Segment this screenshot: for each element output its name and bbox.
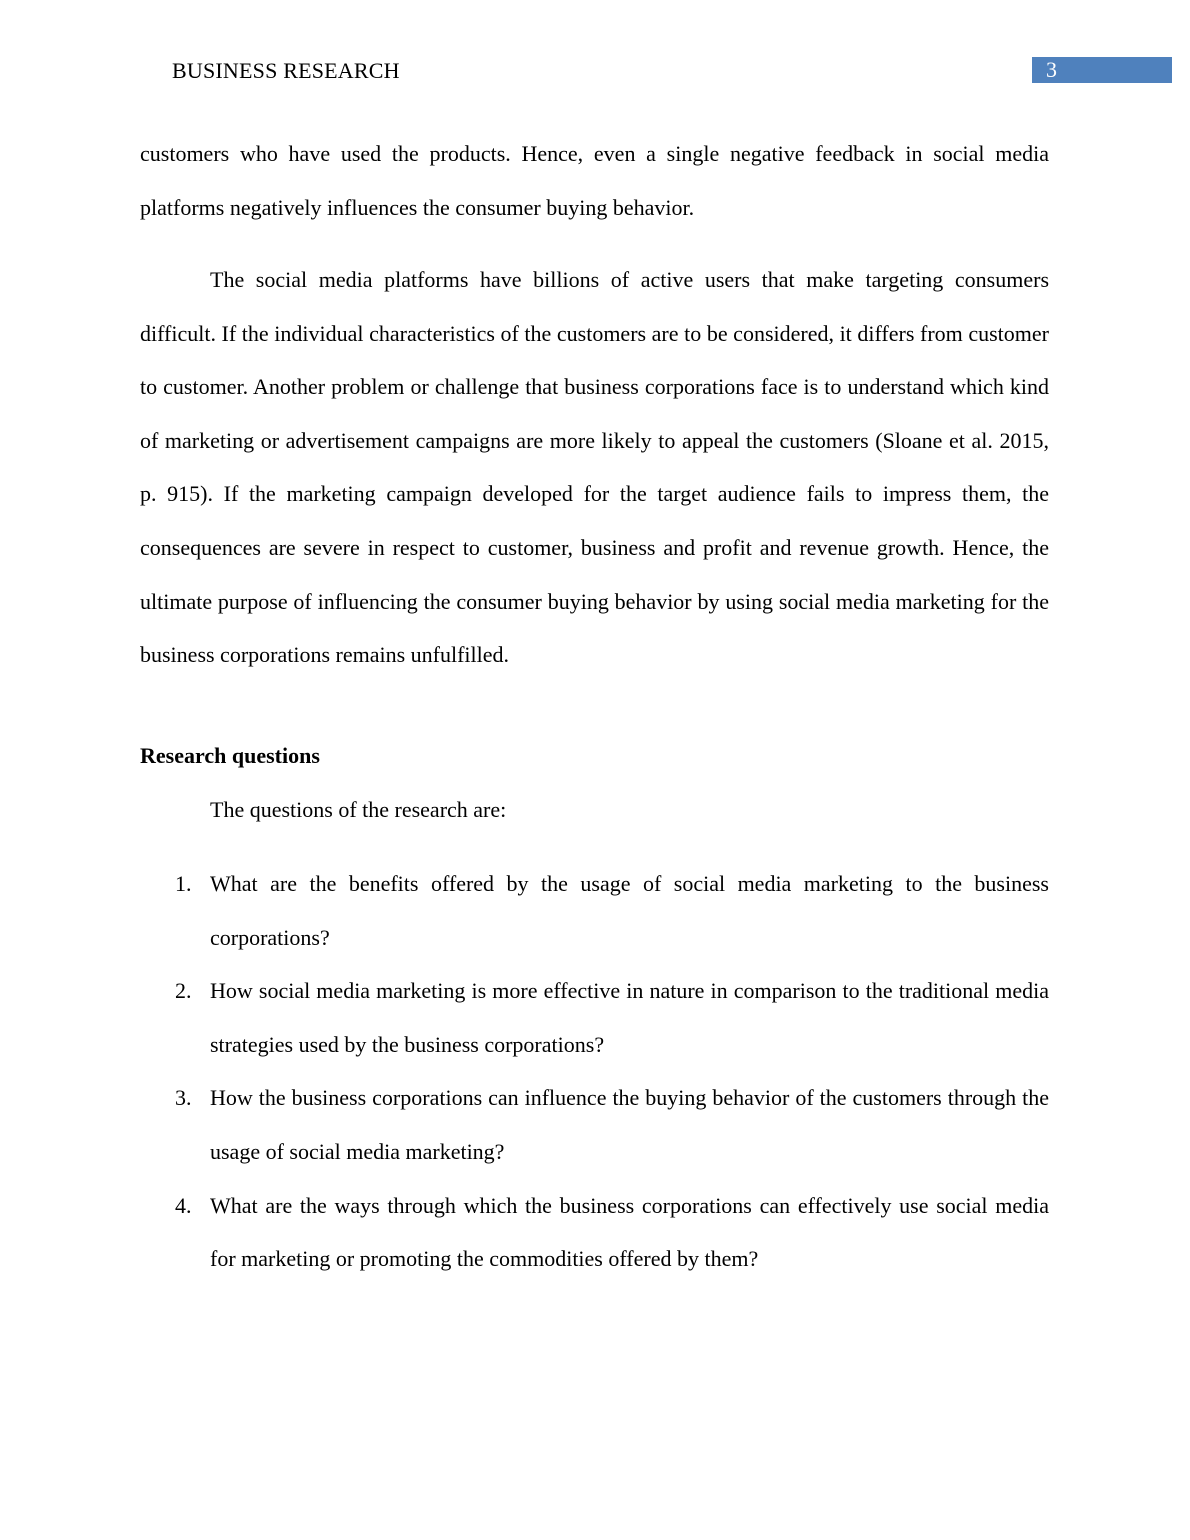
list-item-text: What are the benefits offered by the usage of social media marketing to the business corporations? (210, 871, 1049, 950)
page-number-badge (1032, 57, 1172, 83)
body-paragraph-1: customers who have used the products. Hence, even a single negative feedback in social media platforms negatively influences the consumer buying behavior. (140, 141, 1049, 220)
list-item-number: 3. (175, 1085, 192, 1111)
list-item (140, 964, 1049, 1071)
section-heading: Research questions (140, 743, 320, 768)
section-intro: The questions of the research are: (210, 797, 507, 822)
list-item (140, 1179, 1049, 1286)
list-item-text: What are the ways through which the business corporations can effectively use social media for marketing or promoting the commodities offered by them? (210, 1192, 1049, 1272)
body-paragraph-2: The social media platforms have billions of active users that make targeting consumers difficult. If the individual characteristics of the customers are to be considered, it differs from customer to customer. Another problem or challenge that business corporations face is to understand which kind of marketing or advertisement campaigns are more likely to appeal the customers (Sloane et al. 2015, p. 915). If the marketing campaign developed for the target audience fails to impress them, the consequences are severe in respect to customer, business and profit and revenue growth. Hence, the ultimate purpose of influencing the consumer buying behavior by using social media marketing for the business corporations remains unfulfilled. (140, 267, 1049, 668)
list-item (140, 857, 1049, 964)
list-item-number: 1. (175, 871, 192, 896)
list-item-number: 4. (175, 1192, 192, 1218)
research-questions-list (140, 857, 1049, 1286)
list-item-text: How social media marketing is more effective in nature in comparison to the traditional media strategies used by the business corporations? (210, 978, 1049, 1057)
list-item-number: 2. (175, 978, 192, 1004)
list-item-text: How the business corporations can influence the buying behavior of the customers through the usage of social media marketing? (210, 1085, 1049, 1164)
list-item (140, 1071, 1049, 1178)
page-number: 3 (1046, 57, 1057, 82)
running-header-title: BUSINESS RESEARCH (172, 58, 400, 83)
